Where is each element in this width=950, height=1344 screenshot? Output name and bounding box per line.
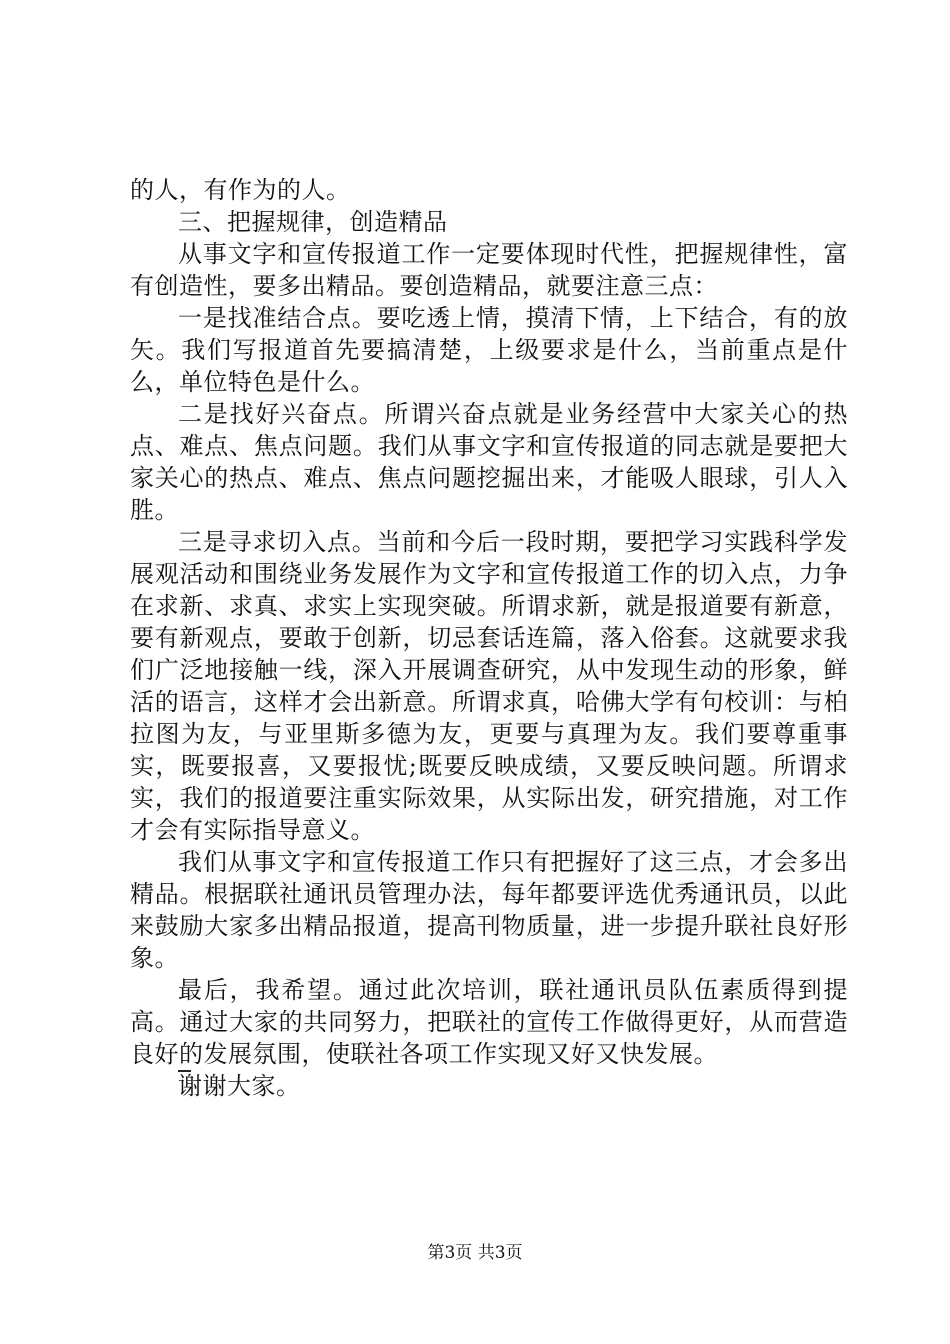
document-body: [130, 174, 848, 1102]
paragraph-point-one: 一是找准结合点。要吃透上情，摸清下情，上下结合，有的放矢。我们写报道首先要搞清楚，上级要求是什么，当前重点是什么，单位特色是什么。: [130, 304, 848, 396]
paragraph-summary: 我们从事文字和宣传报道工作只有把握好了这三点，才会多出精品。根据联社通讯员管理办法，每年都要评选优秀通讯员，以此来鼓励大家多出精品报道，提高刊物质量，进一步提升联社良好形象。: [130, 848, 848, 972]
paragraph-closing: 最后，我希望。通过此次培训，联社通讯员队伍素质得到提高。通过大家的共同努力，把联社的宣传工作做得更好，从而营造良好的发展氛围，使联社各项工作实现又好又快发展。: [130, 976, 848, 1068]
paragraph-thanks: 谢谢大家。: [178, 1072, 301, 1100]
page-footer: 第3页 共3页: [427, 1243, 523, 1263]
section-heading: 三、把握规律，创造精品: [178, 208, 448, 236]
paragraph-point-three: 三是寻求切入点。当前和今后一段时期，要把学习实践科学发展观活动和围绕业务发展作为文字和宣传报道工作的切入点，力争在求新、求真、求实上实现突破。所谓求新，就是报道要有新意，要有新观点，要敢于创新，切忌套话连篇，落入俗套。这就要求我们广泛地接触一线，深入开展调查研究，从中发现生动的形象，鲜活的语言，这样才会出新意。所谓求真，哈佛大学有句校训：与柏拉图为友，与亚里斯多德为友，更要与真理为友。我们要尊重事实，既要报喜，又要报忧;既要反映成绩，又要反映问题。所谓求实，我们的报道要注重实际效果，从实际出发，研究措施，对工作才会有实际指导意义。: [130, 528, 848, 844]
paragraph-intro: 从事文字和宣传报道工作一定要体现时代性，把握规律性，富有创造性，要多出精品。要创造精品，就要注意三点：: [130, 240, 848, 300]
paragraph-point-two: 二是找好兴奋点。所谓兴奋点就是业务经营中大家关心的热点、难点、焦点问题。我们从事文字和宣传报道的同志就是要把大家关心的热点、难点、焦点问题挖掘出来，才能吸人眼球，引人入胜。: [130, 400, 848, 524]
text-cursor-mark: [178, 1070, 191, 1072]
paragraph-continuation: 的人，有作为的人。: [130, 176, 351, 204]
